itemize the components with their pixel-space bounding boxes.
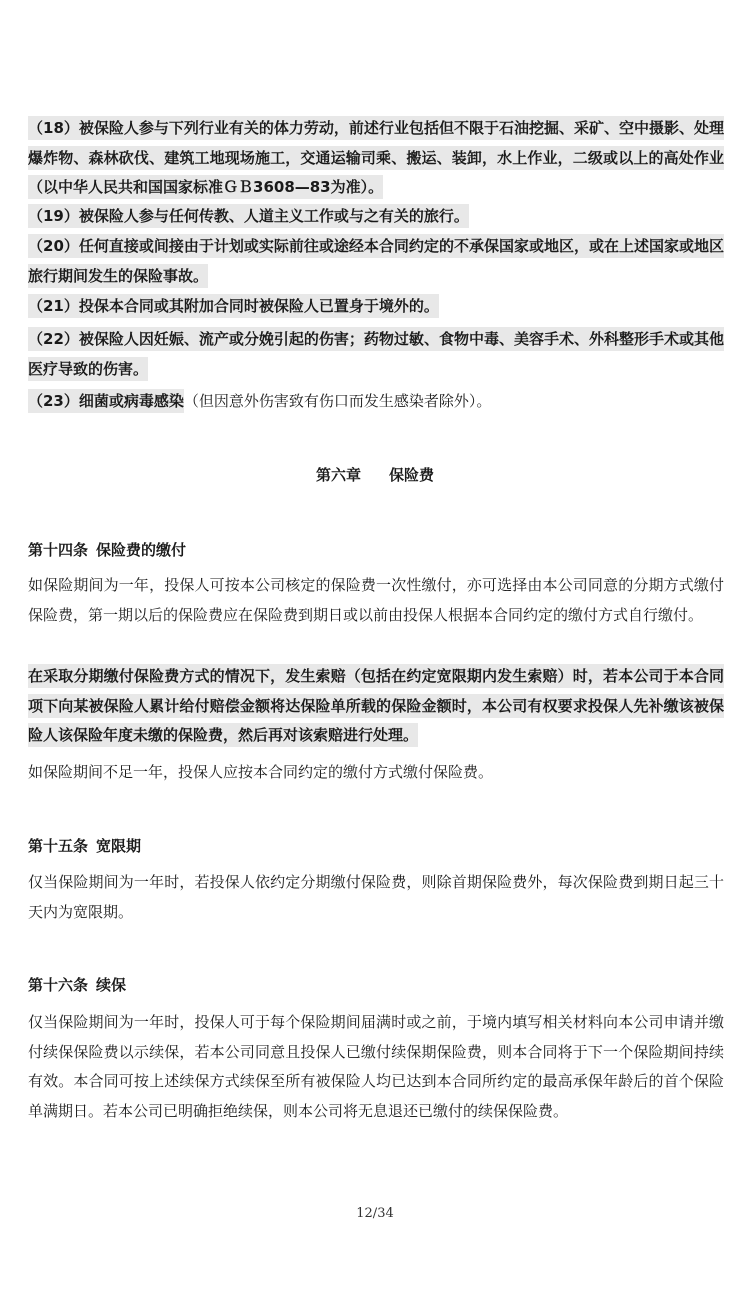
exclusion-text: （21）投保本合同或其附加合同时被保险人已置身于境外的。 [28,294,439,318]
exclusion-text-normal: （但因意外伤害致有伤口而发生感染者除外）。 [183,392,492,410]
chapter-number: 第六章 [315,466,361,484]
exclusion-item-18 [28,114,724,203]
exclusion-text: （22）被保险人因妊娠、流产或分娩引起的伤害；药物过敏、食物中毒、美容手术、外科整形手术或其他医疗导致的伤害。 [28,327,724,381]
exclusion-text: （20）任何直接或间接由于计划或实际前往或途经本合同约定的不承保国家或地区，或在上述国家或地区旅行期间发生的保险事故。 [28,234,724,288]
exclusion-item-19 [28,202,724,232]
article-number: 第十四条 [28,541,89,559]
chapter-title: 保险费 [389,466,435,484]
chapter-heading [0,463,750,487]
exclusion-text: （19）被保险人参与任何传教、人道主义工作或与之有关的旅行。 [28,204,469,228]
article-16-heading [28,973,126,997]
exclusion-text-bold: （23）细菌或病毒感染 [28,389,184,413]
article-14-paragraph-2 [28,662,724,751]
article-14-heading [28,538,186,562]
article-16-paragraph-1: 仅当保险期间为一年时，投保人可于每个保险期间届满时或之前，于境内填写相关材料向本公司申请并缴付续保保险费以示续保，若本公司同意且投保人已缴付续保期保险费，则本合同将于下一个保险期间持续有效。本合同可按上述续保方式续保至所有被保险人均已达到本合同所约定的最高承保年龄后的首个保险单满期日。若本公司已明确拒绝续保，则本公司将无息退还已缴付的续保保险费。 [28,1013,724,1120]
exclusion-text: （18）被保险人参与下列行业有关的体力劳动，前述行业包括但不限于石油挖掘、采矿、空中摄影、处理爆炸物、森林砍伐、建筑工地现场施工，交通运输司乘、搬运、装卸，水上作业，二级或以上的高处作业（以中华人民共和国国家标准ＧＢ3608—83为准）。 [28,116,724,199]
article-title: 保险费的缴付 [96,541,187,559]
exclusion-item-21 [28,292,724,322]
article-14-paragraph-1: 如保险期间为一年，投保人可按本公司核定的保险费一次性缴付，亦可选择由本公司同意的分期方式缴付保险费，第一期以后的保险费应在保险费到期日或以前由投保人根据本合同约定的缴付方式自行缴付。 [28,576,724,624]
article-14-paragraph-3: 如保险期间不足一年，投保人应按本合同约定的缴付方式缴付保险费。 [28,763,494,781]
article-title: 续保 [96,976,127,994]
article-15-paragraph-1: 仅当保险期间为一年时，若投保人依约定分期缴付保险费，则除首期保险费外，每次保险费到期日起三十天内为宽限期。 [28,873,724,921]
article-15-heading [28,834,141,858]
page-number: 12/34 [356,1206,394,1221]
exclusion-item-23 [28,387,724,417]
exclusion-item-20 [28,232,724,291]
highlighted-text: 在采取分期缴付保险费方式的情况下，发生索赔（包括在约定宽限期内发生索赔）时，若本公司于本合同项下向某被保险人累计给付赔偿金额将达保险单所载的保险金额时，本公司有权要求投保人先补缴该被保险人该保险年度未缴的保险费，然后再对该索赔进行处理。 [28,664,724,747]
article-number: 第十六条 [28,976,89,994]
article-number: 第十五条 [28,837,89,855]
exclusion-item-22 [28,325,724,384]
article-title: 宽限期 [96,837,142,855]
